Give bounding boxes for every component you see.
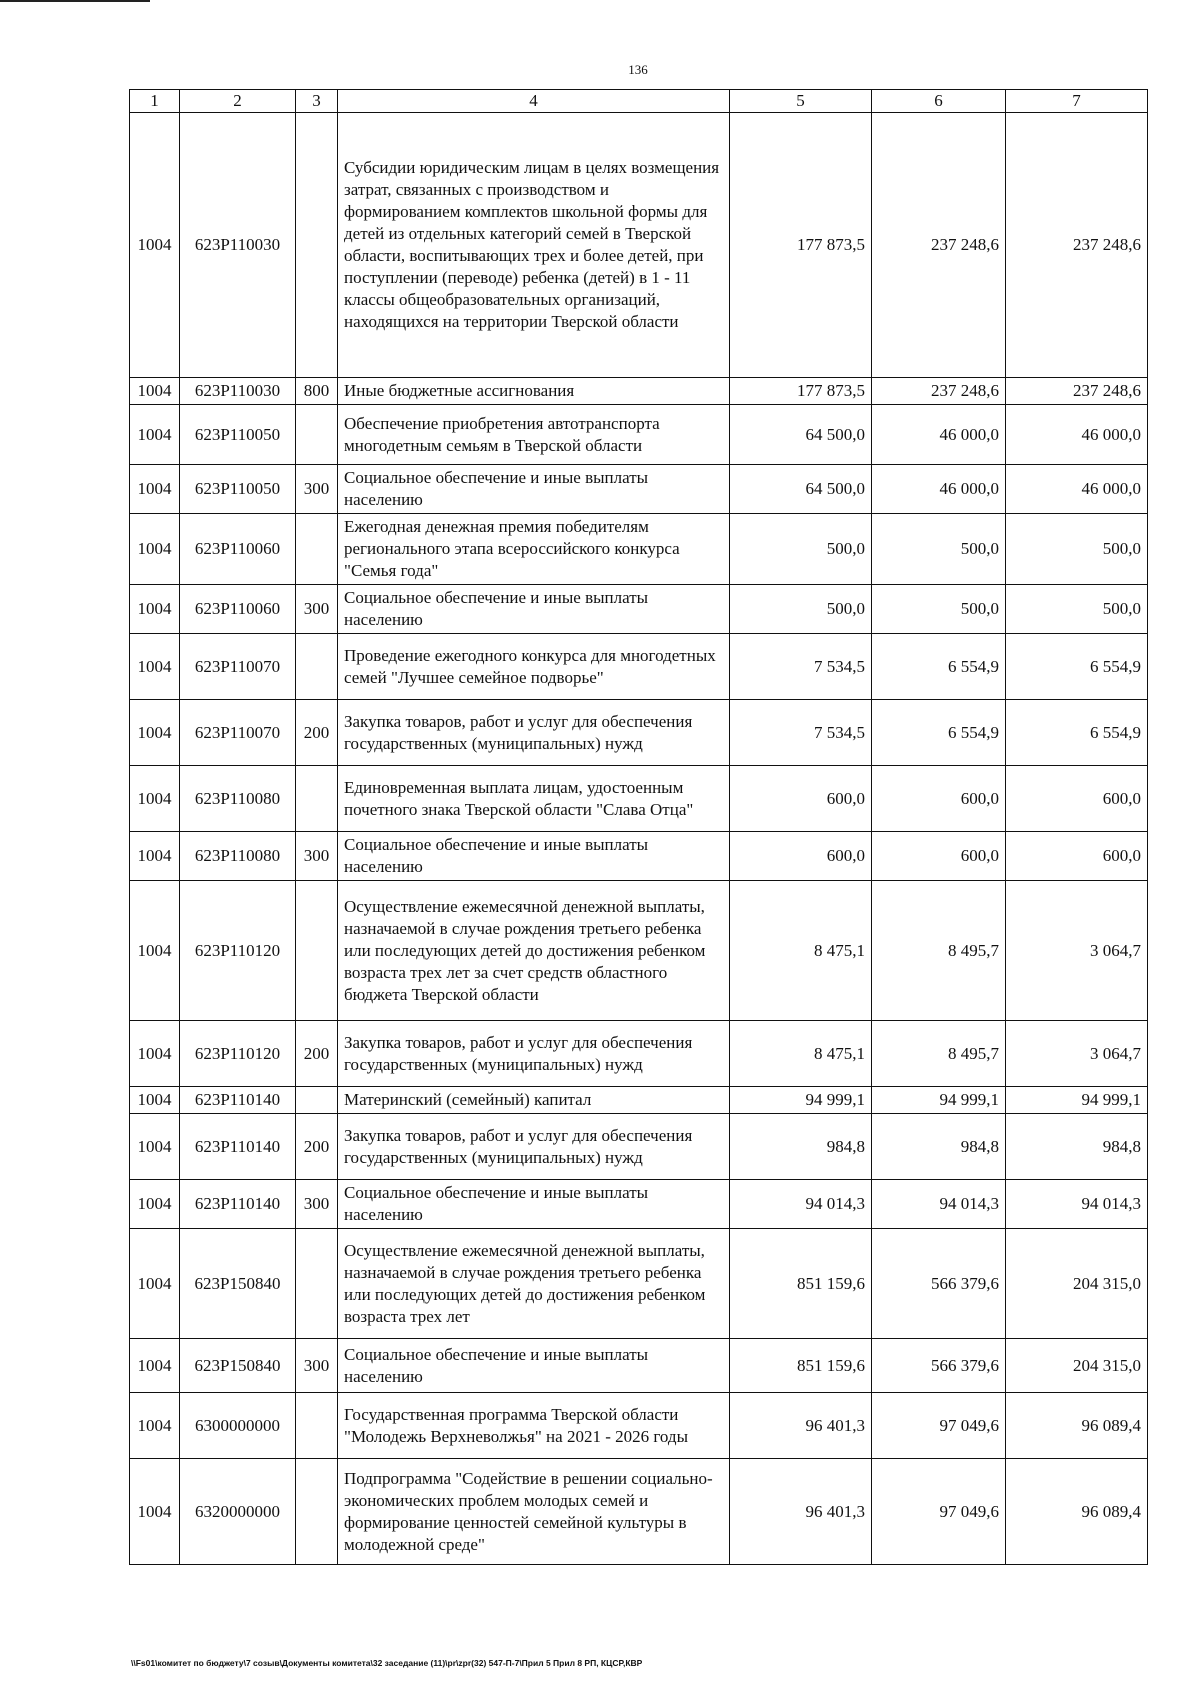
cell-expense-type xyxy=(296,766,338,832)
cell-expense-type: 800 xyxy=(296,378,338,405)
header-row xyxy=(130,90,1148,113)
cell-value-7: 6 554,9 xyxy=(1006,634,1148,700)
cell-value-7: 237 248,6 xyxy=(1006,113,1148,378)
cell-name: Проведение ежегодного конкурса для многодетных семей "Лучшее семейное подворье" xyxy=(338,634,730,700)
cell-value-7: 600,0 xyxy=(1006,766,1148,832)
cell-value-5: 8 475,1 xyxy=(730,1021,872,1087)
cell-value-5: 94 999,1 xyxy=(730,1087,872,1114)
cell-value-5: 177 873,5 xyxy=(730,113,872,378)
cell-expense-type: 300 xyxy=(296,1180,338,1229)
table-row xyxy=(130,881,1148,1021)
cell-target-code: 623P110070 xyxy=(180,700,296,766)
cell-target-code: 623P110140 xyxy=(180,1087,296,1114)
cell-target-code: 6320000000 xyxy=(180,1459,296,1565)
table-row xyxy=(130,700,1148,766)
cell-value-5: 600,0 xyxy=(730,766,872,832)
cell-value-6: 94 014,3 xyxy=(872,1180,1006,1229)
cell-target-code: 623P150840 xyxy=(180,1339,296,1393)
cell-value-7: 96 089,4 xyxy=(1006,1393,1148,1459)
cell-section: 1004 xyxy=(130,766,180,832)
cell-value-6: 600,0 xyxy=(872,832,1006,881)
cell-name: Осуществление ежемесячной денежной выплаты, назначаемой в случае рождения третьего ребенка или последующих детей до достижения ребенком возраста трех лет xyxy=(338,1229,730,1339)
cell-section: 1004 xyxy=(130,1180,180,1229)
table-row xyxy=(130,405,1148,465)
cell-target-code: 623P110060 xyxy=(180,514,296,585)
cell-value-7: 600,0 xyxy=(1006,832,1148,881)
cell-expense-type xyxy=(296,1229,338,1339)
cell-value-6: 97 049,6 xyxy=(872,1459,1006,1565)
cell-value-6: 500,0 xyxy=(872,514,1006,585)
cell-section: 1004 xyxy=(130,881,180,1021)
cell-value-6: 8 495,7 xyxy=(872,881,1006,1021)
cell-value-6: 600,0 xyxy=(872,766,1006,832)
cell-value-6: 46 000,0 xyxy=(872,405,1006,465)
cell-name: Ежегодная денежная премия победителям регионального этапа всероссийского конкурса "Семья года" xyxy=(338,514,730,585)
cell-section: 1004 xyxy=(130,514,180,585)
cell-value-7: 46 000,0 xyxy=(1006,405,1148,465)
cell-target-code: 623P110070 xyxy=(180,634,296,700)
cell-name: Материнский (семейный) капитал xyxy=(338,1087,730,1114)
col-header-4: 4 xyxy=(338,90,730,113)
cell-value-6: 237 248,6 xyxy=(872,113,1006,378)
table-row xyxy=(130,378,1148,405)
cell-value-5: 600,0 xyxy=(730,832,872,881)
cell-value-5: 984,8 xyxy=(730,1114,872,1180)
cell-value-6: 97 049,6 xyxy=(872,1393,1006,1459)
cell-value-5: 500,0 xyxy=(730,514,872,585)
cell-name: Социальное обеспечение и иные выплаты населению xyxy=(338,832,730,881)
cell-value-7: 984,8 xyxy=(1006,1114,1148,1180)
cell-section: 1004 xyxy=(130,1229,180,1339)
cell-expense-type: 200 xyxy=(296,1021,338,1087)
table-row xyxy=(130,1114,1148,1180)
cell-name: Государственная программа Тверской области "Молодежь Верхневолжья" на 2021 - 2026 годы xyxy=(338,1393,730,1459)
cell-section: 1004 xyxy=(130,465,180,514)
cell-expense-type xyxy=(296,514,338,585)
cell-value-7: 237 248,6 xyxy=(1006,378,1148,405)
cell-expense-type xyxy=(296,881,338,1021)
cell-name: Подпрограмма "Содействие в решении социально-экономических проблем молодых семей и формирование ценностей семейной культуры в молодежной среде" xyxy=(338,1459,730,1565)
cell-target-code: 623P110120 xyxy=(180,881,296,1021)
cell-expense-type: 200 xyxy=(296,700,338,766)
col-header-5: 5 xyxy=(730,90,872,113)
budget-table xyxy=(129,89,1148,1565)
cell-value-6: 984,8 xyxy=(872,1114,1006,1180)
cell-value-6: 46 000,0 xyxy=(872,465,1006,514)
cell-expense-type xyxy=(296,405,338,465)
scan-edge-line xyxy=(0,0,150,2)
cell-target-code: 623P110120 xyxy=(180,1021,296,1087)
cell-expense-type: 300 xyxy=(296,465,338,514)
table-row xyxy=(130,634,1148,700)
cell-value-6: 237 248,6 xyxy=(872,378,1006,405)
cell-value-5: 851 159,6 xyxy=(730,1229,872,1339)
cell-expense-type: 300 xyxy=(296,585,338,634)
cell-target-code: 623P110030 xyxy=(180,113,296,378)
cell-value-5: 96 401,3 xyxy=(730,1393,872,1459)
cell-value-5: 94 014,3 xyxy=(730,1180,872,1229)
cell-section: 1004 xyxy=(130,1114,180,1180)
cell-expense-type xyxy=(296,634,338,700)
table-row xyxy=(130,1393,1148,1459)
cell-section: 1004 xyxy=(130,405,180,465)
cell-value-5: 64 500,0 xyxy=(730,465,872,514)
col-header-6: 6 xyxy=(872,90,1006,113)
table-row xyxy=(130,1021,1148,1087)
cell-name: Субсидии юридическим лицам в целях возмещения затрат, связанных с производством и формированием комплектов школьной формы для детей из отдельных категорий семей в Тверской области, воспитывающих трех и более детей, при поступлении (переводе) ребенка (детей) в 1 - 11 классы общеобразовательных организаций, находящихся на территории Тверской области xyxy=(338,113,730,378)
cell-section: 1004 xyxy=(130,700,180,766)
cell-name: Закупка товаров, работ и услуг для обеспечения государственных (муниципальных) нужд xyxy=(338,1114,730,1180)
cell-target-code: 623P110080 xyxy=(180,832,296,881)
cell-expense-type xyxy=(296,1393,338,1459)
cell-name: Обеспечение приобретения автотранспорта многодетным семьям в Тверской области xyxy=(338,405,730,465)
cell-target-code: 623P110140 xyxy=(180,1180,296,1229)
cell-expense-type: 300 xyxy=(296,1339,338,1393)
cell-value-5: 7 534,5 xyxy=(730,634,872,700)
table-row xyxy=(130,113,1148,378)
cell-name: Социальное обеспечение и иные выплаты населению xyxy=(338,465,730,514)
cell-section: 1004 xyxy=(130,1339,180,1393)
cell-value-7: 3 064,7 xyxy=(1006,881,1148,1021)
table-row xyxy=(130,1180,1148,1229)
cell-section: 1004 xyxy=(130,1021,180,1087)
cell-expense-type xyxy=(296,113,338,378)
cell-name: Социальное обеспечение и иные выплаты населению xyxy=(338,585,730,634)
cell-target-code: 623P110060 xyxy=(180,585,296,634)
cell-section: 1004 xyxy=(130,585,180,634)
cell-section: 1004 xyxy=(130,1087,180,1114)
col-header-2: 2 xyxy=(180,90,296,113)
cell-value-7: 204 315,0 xyxy=(1006,1339,1148,1393)
cell-target-code: 623P110030 xyxy=(180,378,296,405)
col-header-7: 7 xyxy=(1006,90,1148,113)
cell-value-5: 851 159,6 xyxy=(730,1339,872,1393)
cell-expense-type xyxy=(296,1087,338,1114)
page-number: 136 xyxy=(628,62,648,77)
cell-value-7: 94 999,1 xyxy=(1006,1087,1148,1114)
cell-value-7: 96 089,4 xyxy=(1006,1459,1148,1565)
cell-section: 1004 xyxy=(130,832,180,881)
table-row xyxy=(130,585,1148,634)
cell-value-6: 500,0 xyxy=(872,585,1006,634)
cell-value-6: 566 379,6 xyxy=(872,1339,1006,1393)
table-row xyxy=(130,1087,1148,1114)
cell-section: 1004 xyxy=(130,113,180,378)
cell-section: 1004 xyxy=(130,1459,180,1565)
cell-value-6: 94 999,1 xyxy=(872,1087,1006,1114)
cell-value-6: 566 379,6 xyxy=(872,1229,1006,1339)
cell-value-6: 6 554,9 xyxy=(872,634,1006,700)
cell-value-7: 6 554,9 xyxy=(1006,700,1148,766)
cell-section: 1004 xyxy=(130,1393,180,1459)
cell-target-code: 623P110080 xyxy=(180,766,296,832)
cell-value-5: 500,0 xyxy=(730,585,872,634)
cell-value-5: 64 500,0 xyxy=(730,405,872,465)
cell-expense-type xyxy=(296,1459,338,1565)
cell-expense-type: 200 xyxy=(296,1114,338,1180)
cell-value-6: 6 554,9 xyxy=(872,700,1006,766)
cell-name: Единовременная выплата лицам, удостоенным почетного знака Тверской области "Слава Отца" xyxy=(338,766,730,832)
table-row xyxy=(130,465,1148,514)
col-header-3: 3 xyxy=(296,90,338,113)
table-row xyxy=(130,514,1148,585)
cell-value-7: 3 064,7 xyxy=(1006,1021,1148,1087)
cell-target-code: 6300000000 xyxy=(180,1393,296,1459)
table-row xyxy=(130,1459,1148,1565)
cell-section: 1004 xyxy=(130,634,180,700)
cell-target-code: 623P110050 xyxy=(180,465,296,514)
cell-value-7: 94 014,3 xyxy=(1006,1180,1148,1229)
cell-value-5: 177 873,5 xyxy=(730,378,872,405)
cell-name: Закупка товаров, работ и услуг для обеспечения государственных (муниципальных) нужд xyxy=(338,700,730,766)
cell-target-code: 623P110050 xyxy=(180,405,296,465)
cell-section: 1004 xyxy=(130,378,180,405)
cell-target-code: 623P150840 xyxy=(180,1229,296,1339)
cell-value-6: 8 495,7 xyxy=(872,1021,1006,1087)
cell-value-5: 96 401,3 xyxy=(730,1459,872,1565)
cell-value-7: 46 000,0 xyxy=(1006,465,1148,514)
cell-expense-type: 300 xyxy=(296,832,338,881)
cell-value-7: 500,0 xyxy=(1006,585,1148,634)
cell-value-7: 500,0 xyxy=(1006,514,1148,585)
cell-value-5: 8 475,1 xyxy=(730,881,872,1021)
table-row xyxy=(130,832,1148,881)
table-row xyxy=(130,1229,1148,1339)
cell-name: Иные бюджетные ассигнования xyxy=(338,378,730,405)
cell-name: Социальное обеспечение и иные выплаты населению xyxy=(338,1180,730,1229)
cell-name: Закупка товаров, работ и услуг для обеспечения государственных (муниципальных) нужд xyxy=(338,1021,730,1087)
cell-name: Осуществление ежемесячной денежной выплаты, назначаемой в случае рождения третьего ребенка или последующих детей до достижения ребенком возраста трех лет за счет средств областного бюджета Тверской области xyxy=(338,881,730,1021)
cell-value-5: 7 534,5 xyxy=(730,700,872,766)
table-row xyxy=(130,766,1148,832)
table-row xyxy=(130,1339,1148,1393)
footer-file-path: \\Fs01\комитет по бюджету\7 созыв\Документы комитета\32 заседание (11)\pr\zpr(32) 547-П-7\Прил 5 Прил 8 РП, КЦСР,КВР xyxy=(131,1658,643,1668)
cell-name: Социальное обеспечение и иные выплаты населению xyxy=(338,1339,730,1393)
table-body xyxy=(130,113,1148,1565)
cell-target-code: 623P110140 xyxy=(180,1114,296,1180)
col-header-1: 1 xyxy=(130,90,180,113)
cell-value-7: 204 315,0 xyxy=(1006,1229,1148,1339)
